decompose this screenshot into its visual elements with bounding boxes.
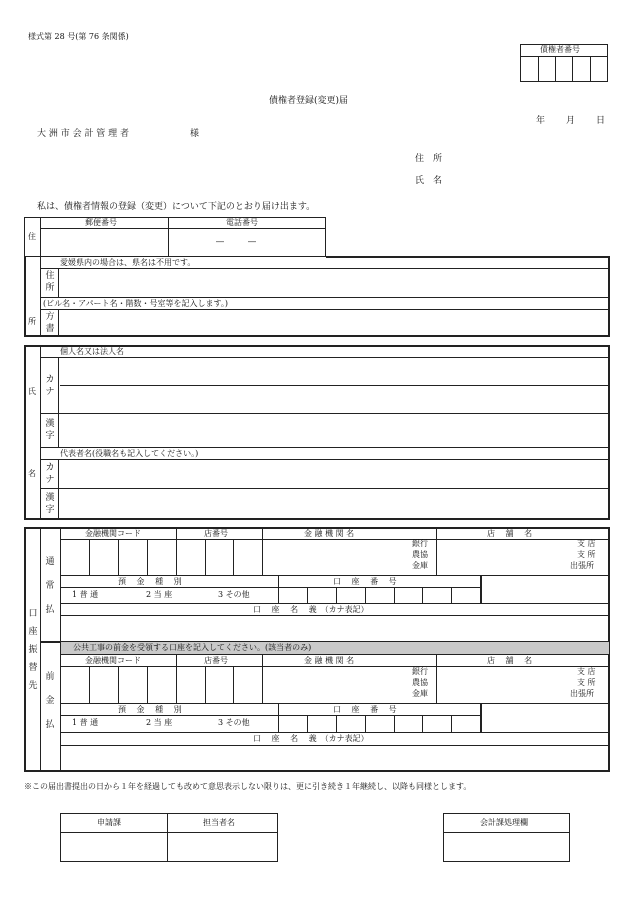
branch-type-office: 出張所 <box>570 561 594 570</box>
bank-side-label: 口座振替先 <box>28 609 38 691</box>
kana-label: カナ <box>45 375 55 397</box>
deposit-option-other[interactable]: 3 その他 <box>218 590 250 599</box>
rep-kana-label: カナ <box>45 463 55 485</box>
adv-bank-name-input[interactable] <box>263 667 403 702</box>
name-side-top: 氏 <box>28 387 36 396</box>
addressee: 大 洲 市 会 計 管 理 者 <box>37 129 130 139</box>
date-year-label: 年 <box>536 116 546 126</box>
address-label: 住所 <box>45 271 55 293</box>
advance-payment-label: 前金払 <box>45 672 55 730</box>
adv-bank-type-agri: 農協 <box>412 678 428 687</box>
bank-type-agri: 農協 <box>412 550 428 559</box>
adv-bank-type-bank: 銀行 <box>412 667 428 676</box>
applying-department-input[interactable] <box>61 833 166 861</box>
bank-type-kinko: 金庫 <box>412 561 428 570</box>
deposit-option-current[interactable]: 2 当 座 <box>146 590 173 599</box>
bank-name-label: 金 融 機 関 名 <box>304 529 355 538</box>
date-day-label: 日 <box>596 116 606 126</box>
form-number: 様式第 28 号(第 76 条関係) <box>28 32 129 41</box>
branch-type-shiten: 支 店 <box>577 539 596 548</box>
bank-type-bank: 銀行 <box>412 539 428 548</box>
person-kanji-input[interactable] <box>59 414 609 446</box>
hokata-input[interactable] <box>59 310 609 335</box>
branch-number-label: 店番号 <box>204 529 228 538</box>
creditor-number-label: 債権者番号 <box>540 45 580 54</box>
adv-branch-number-label: 店番号 <box>204 656 228 665</box>
phone-input[interactable] <box>169 229 325 256</box>
hokata-label: 方書 <box>45 312 55 334</box>
deposit-option-ordinary[interactable]: 1 普 通 <box>72 590 99 599</box>
prefecture-note: 愛媛県内の場合は、県名は不用です。 <box>60 258 196 267</box>
kanji-label: 漢字 <box>45 419 55 441</box>
person-name-label: 個人名又は法人名 <box>60 347 124 356</box>
staff-name-input[interactable] <box>168 833 277 861</box>
address-side-bottom: 所 <box>28 317 36 326</box>
adv-bank-code-input[interactable] <box>61 667 175 702</box>
honorific: 様 <box>190 129 200 139</box>
account-holder-input[interactable] <box>61 616 609 640</box>
adv-branch-type-shisho: 支 所 <box>577 678 596 687</box>
phone-label: 電話番号 <box>226 218 258 227</box>
creditor-number-input[interactable] <box>521 57 607 81</box>
rep-kana-input[interactable] <box>59 460 609 487</box>
account-number-input[interactable] <box>279 588 479 602</box>
adv-account-number-input[interactable] <box>279 716 479 731</box>
adv-branch-name-input[interactable] <box>437 667 567 702</box>
branch-name-label: 店 舗 名 <box>487 529 533 538</box>
representative-label: 代表者名(役職名も記入してください。) <box>60 449 199 458</box>
adv-deposit-type-label: 預 金 種 別 <box>118 705 182 714</box>
applying-department-label: 申請課 <box>97 818 121 827</box>
person-kana-input[interactable] <box>61 358 609 412</box>
bank-code-input[interactable] <box>61 540 175 574</box>
advance-note: 公共工事の前金を受領する口座を記入してください。(該当者のみ) <box>73 643 312 652</box>
applicant-address-input[interactable] <box>470 150 610 168</box>
staff-name-label: 担当者名 <box>203 818 235 827</box>
adv-branch-number-input[interactable] <box>177 667 261 702</box>
name-side-bottom: 名 <box>28 469 36 478</box>
adv-branch-name-label: 店 舗 名 <box>487 656 533 665</box>
bank-code-label: 金融機関コード <box>85 529 141 538</box>
intro-text: 私は、債権者情報の登録（変更）について下記のとおり届け出ます。 <box>37 202 316 212</box>
normal-payment-label: 通常払 <box>45 557 55 615</box>
adv-account-holder-label: 口 座 名 義 （カナ表記） <box>253 734 369 743</box>
branch-number-input[interactable] <box>177 540 261 574</box>
adv-bank-code-label: 金融機関コード <box>85 656 141 665</box>
adv-deposit-option-current[interactable]: 2 当 座 <box>146 718 173 727</box>
postal-code-input[interactable] <box>41 229 167 256</box>
deposit-type-label: 預 金 種 別 <box>118 577 182 586</box>
building-note: (ビル名・アパート名・階数・号室等を記入します。) <box>43 299 228 308</box>
accounting-label: 会計課処理欄 <box>480 818 528 827</box>
form-title: 債権者登録(変更)届 <box>269 96 349 106</box>
adv-branch-type-office: 出張所 <box>570 689 594 698</box>
adv-bank-name-label: 金 融 機 関 名 <box>304 656 355 665</box>
adv-deposit-option-ordinary[interactable]: 1 普 通 <box>72 718 99 727</box>
adv-account-number-label: 口 座 番 号 <box>333 705 397 714</box>
rep-kanji-label: 漢字 <box>45 493 55 515</box>
adv-bank-type-kinko: 金庫 <box>412 689 428 698</box>
address-input[interactable] <box>59 269 609 296</box>
rep-kanji-input[interactable] <box>59 489 609 519</box>
adv-account-holder-input[interactable] <box>61 746 609 770</box>
adv-deposit-option-other[interactable]: 3 その他 <box>218 718 250 727</box>
applicant-name-label: 氏 名 <box>415 176 443 186</box>
applicant-address-label: 住 所 <box>415 154 443 164</box>
account-number-label: 口 座 番 号 <box>333 577 397 586</box>
validity-note: ※この届出書提出の日から１年を経過しても改めて意思表示しない限りは、更に引き続き１年継続し、以降も同様とします。 <box>24 782 472 791</box>
address-side-top: 住 <box>28 232 36 241</box>
phone-dashes: ― ― <box>216 237 256 246</box>
adv-branch-type-shiten: 支 店 <box>577 667 596 676</box>
postal-code-label: 郵便番号 <box>85 218 117 227</box>
branch-type-shisho: 支 所 <box>577 550 596 559</box>
applicant-name-input[interactable] <box>470 172 610 190</box>
date-month-label: 月 <box>566 116 576 126</box>
branch-name-input[interactable] <box>437 540 567 574</box>
accounting-input[interactable] <box>444 833 569 861</box>
account-holder-label: 口 座 名 義 （カナ表記） <box>253 605 369 614</box>
bank-name-input[interactable] <box>263 540 403 574</box>
